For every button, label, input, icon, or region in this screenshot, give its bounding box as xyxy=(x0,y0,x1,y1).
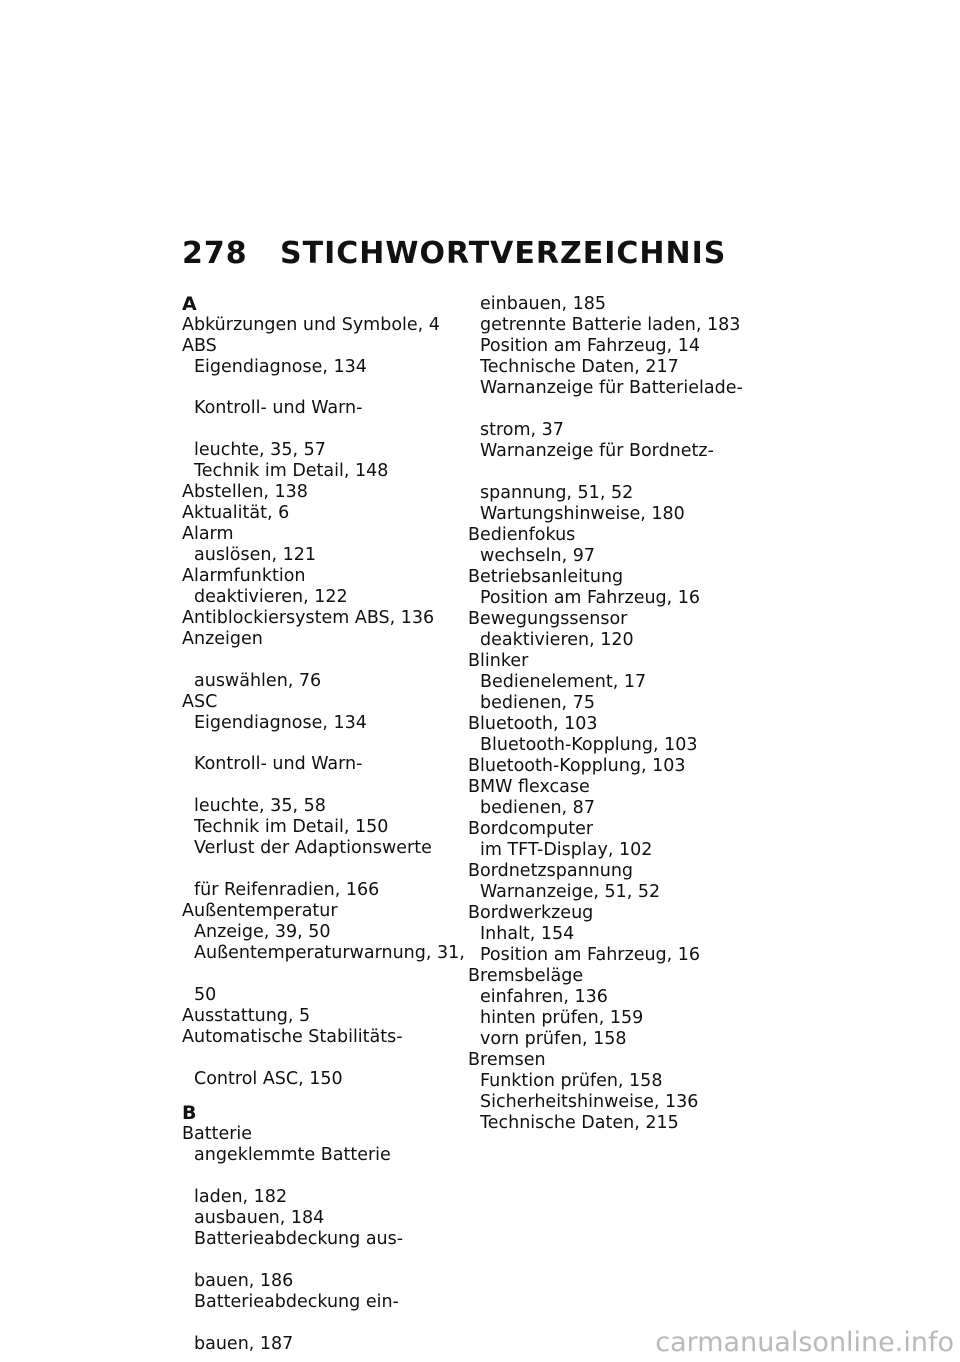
index-subentry: Eigendiagnose, 134 xyxy=(194,713,367,733)
index-entry: Bordnetzspannung xyxy=(468,861,634,881)
index-subentry: getrennte Batterie laden, 183 xyxy=(480,315,741,335)
index-entry: Ausstattung, 5 xyxy=(182,1006,311,1026)
index-subentry: im TFT-Display, 102 xyxy=(480,840,653,860)
index-entry: Bluetooth-Kopplung, 103 xyxy=(468,756,686,776)
index-subentry: Technische Daten, 217 xyxy=(480,357,679,377)
index-entry: BMW flexcase xyxy=(468,777,590,797)
index-subentry: deaktivieren, 122 xyxy=(194,587,348,607)
index-subentry: Position am Fahrzeug, 16 xyxy=(480,588,701,608)
index-entry: Alarm xyxy=(182,524,234,544)
index-subentry: hinten prüfen, 159 xyxy=(480,1008,644,1028)
index-subentry: Kontroll- und Warn- xyxy=(194,398,363,418)
index-subentry: Kontroll- und Warn- xyxy=(194,754,363,774)
index-subentry: bedienen, 75 xyxy=(480,693,595,713)
index-entry: Bedienfokus xyxy=(468,525,576,545)
index-entry: Alarmfunktion xyxy=(182,566,306,586)
index-subentry: deaktivieren, 120 xyxy=(480,630,634,650)
index-subentry: Inhalt, 154 xyxy=(480,924,575,944)
index-entry: Blinker xyxy=(468,651,529,671)
index-subentry: Bedienelement, 17 xyxy=(480,672,647,692)
index-subentry: Technische Daten, 215 xyxy=(480,1113,679,1133)
index-entry: Abkürzungen und Symbole, 4 xyxy=(182,315,440,335)
page-header xyxy=(182,236,726,271)
index-subentry: auswählen, 76 xyxy=(194,671,322,691)
index-subentry: wechseln, 97 xyxy=(480,546,596,566)
index-subentry: Sicherheitshinweise, 136 xyxy=(480,1092,699,1112)
index-entry: Anzeigen xyxy=(182,629,263,649)
index-entry: Bordwerkzeug xyxy=(468,903,594,923)
index-subentry: Warnanzeige für Batterielade- xyxy=(480,378,743,398)
index-subentry: Funktion prüfen, 158 xyxy=(480,1071,663,1091)
index-subentry: Position am Fahrzeug, 14 xyxy=(480,336,701,356)
index-entry: Bremsen xyxy=(468,1050,546,1070)
watermark: carmanualsonline.info xyxy=(655,1327,954,1358)
index-subentry-continued: leuchte, 35, 57 xyxy=(194,440,326,460)
index-entry: ABS xyxy=(182,336,217,356)
index-subentry: Warnanzeige für Bordnetz- xyxy=(480,441,714,461)
index-entry: Abstellen, 138 xyxy=(182,482,308,502)
index-subentry: Batterieabdeckung aus- xyxy=(194,1229,404,1249)
page-number: 278 xyxy=(182,236,248,271)
index-subentry-continued: bauen, 186 xyxy=(194,1271,294,1291)
index-entry: Automatische Stabilitäts- xyxy=(182,1027,403,1047)
index-subentry: einfahren, 136 xyxy=(480,987,608,1007)
index-subentry: Position am Fahrzeug, 16 xyxy=(480,945,701,965)
index-subentry: Batterieabdeckung ein- xyxy=(194,1292,399,1312)
index-subentry: angeklemmte Batterie xyxy=(194,1145,391,1165)
index-subentry-continued: für Reifenradien, 166 xyxy=(194,880,380,900)
index-subentry-continued: 50 xyxy=(194,985,217,1005)
index-column-left xyxy=(182,292,465,1354)
index-subentry: Eigendiagnose, 134 xyxy=(194,357,367,377)
index-subentry-continued: bauen, 187 xyxy=(194,1334,294,1354)
index-entry: Bluetooth, 103 xyxy=(468,714,598,734)
index-entry: Betriebsanleitung xyxy=(468,567,624,587)
index-section-letter: A xyxy=(182,293,197,315)
index-subentry: vorn prüfen, 158 xyxy=(480,1029,627,1049)
index-entry: Bordcomputer xyxy=(468,819,594,839)
index-subentry: Technik im Detail, 148 xyxy=(194,461,389,481)
index-entry: Außentemperatur xyxy=(182,901,338,921)
index-subentry: einbauen, 185 xyxy=(480,294,607,314)
index-subentry-continued: spannung, 51, 52 xyxy=(480,483,634,503)
index-subentry-continued: laden, 182 xyxy=(194,1187,288,1207)
index-section-letter: B xyxy=(182,1102,197,1124)
index-subentry: Außentemperaturwarnung, 31, xyxy=(194,943,465,963)
index-entry: Bewegungssensor xyxy=(468,609,628,629)
index-entry: ASC xyxy=(182,692,218,712)
page-title: STICHWORTVERZEICHNIS xyxy=(280,236,727,271)
index-subentry-continued: strom, 37 xyxy=(480,420,564,440)
index-entry: Antiblockiersystem ABS, 136 xyxy=(182,608,435,628)
index-subentry-continued: leuchte, 35, 58 xyxy=(194,796,326,816)
index-column-right xyxy=(468,294,743,1133)
index-subentry: Technik im Detail, 150 xyxy=(194,817,389,837)
index-subentry: Bluetooth-Kopplung, 103 xyxy=(480,735,698,755)
index-subentry: bedienen, 87 xyxy=(480,798,595,818)
index-subentry: Verlust der Adaptionswerte xyxy=(194,838,432,858)
index-subentry: Wartungshinweise, 180 xyxy=(480,504,685,524)
index-subentry: Warnanzeige, 51, 52 xyxy=(480,882,661,902)
index-subentry: Anzeige, 39, 50 xyxy=(194,922,331,942)
index-entry-continued: Control ASC, 150 xyxy=(194,1069,343,1089)
index-entry: Aktualität, 6 xyxy=(182,503,290,523)
index-subentry: ausbauen, 184 xyxy=(194,1208,325,1228)
index-entry: Batterie xyxy=(182,1124,253,1144)
index-entry: Bremsbeläge xyxy=(468,966,584,986)
index-subentry: auslösen, 121 xyxy=(194,545,317,565)
